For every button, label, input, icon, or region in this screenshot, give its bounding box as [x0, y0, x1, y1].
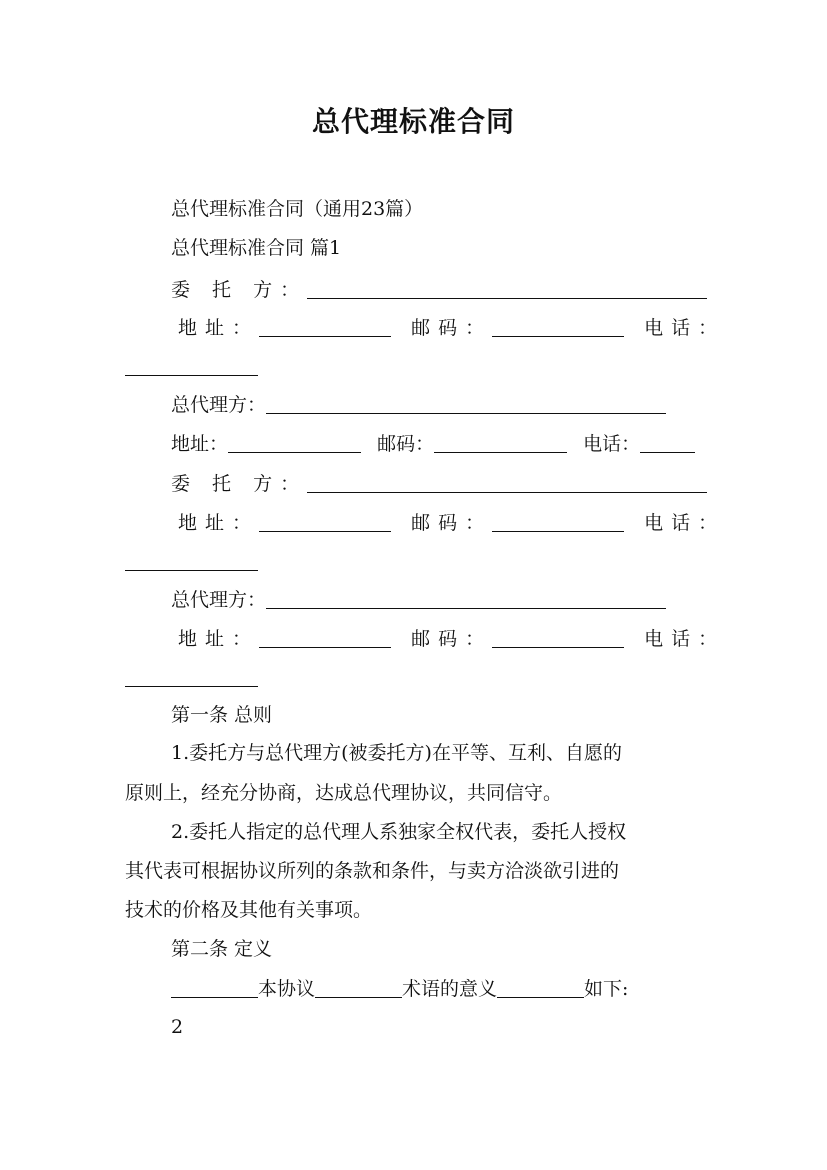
- tel-label: 电话：: [644, 628, 726, 650]
- address-blank: [259, 318, 391, 337]
- party-b-label: 总代理方：: [171, 589, 267, 611]
- article-1-title: 第一条 总则: [171, 704, 273, 726]
- party-b-address-row: [178, 629, 725, 649]
- party-a-row: [171, 280, 707, 300]
- address-label: 地址：: [178, 512, 260, 534]
- article-1-para-2-line-1: 2.委托人指定的总代理人系独家全权代表，委托人授权: [171, 821, 627, 843]
- address-blank: [259, 629, 391, 648]
- party-b-row: [171, 395, 666, 415]
- party-a-blank: [307, 280, 707, 299]
- party-a-address-row: [178, 513, 725, 533]
- tel-blank-row: [125, 357, 258, 377]
- address-label: 地址：: [178, 628, 260, 650]
- definition-text-1: 本协议: [258, 978, 316, 1000]
- blank: [171, 979, 258, 998]
- tel-blank: [125, 552, 258, 571]
- tel-blank: [640, 434, 695, 453]
- party-b-label: 总代理方：: [171, 394, 267, 416]
- article-2-definition-row: [171, 979, 628, 999]
- page-number: 2: [171, 1016, 184, 1038]
- section-heading: 总代理标准合同 篇1: [171, 237, 342, 259]
- zip-blank: [492, 318, 624, 337]
- blank: [315, 979, 402, 998]
- subtitle: 总代理标准合同（通用23篇）: [171, 198, 424, 220]
- zip-blank: [434, 434, 567, 453]
- document-title: 总代理标准合同: [311, 105, 515, 138]
- definition-text-2: 术语的意义: [402, 978, 498, 1000]
- party-a-label: 委 托 方：: [171, 473, 308, 495]
- article-1-para-1-line-2: 原则上，经充分协商，达成总代理协议，共同信守。: [125, 782, 563, 804]
- tel-blank-row: [125, 552, 258, 572]
- zip-label: 邮码：: [377, 433, 435, 455]
- zip-blank: [492, 629, 624, 648]
- tel-blank-row: [125, 668, 258, 688]
- party-b-blank: [266, 395, 666, 414]
- tel-blank: [125, 357, 258, 376]
- definition-text-3: 如下:: [584, 978, 629, 1000]
- blank: [497, 979, 584, 998]
- address-label: 地址：: [171, 433, 229, 455]
- zip-label: 邮码：: [411, 317, 493, 339]
- tel-blank: [125, 668, 258, 687]
- party-b-address-row: [171, 434, 695, 454]
- address-blank: [228, 434, 361, 453]
- party-a-label: 委 托 方：: [171, 279, 308, 301]
- article-2-title: 第二条 定义: [171, 938, 273, 960]
- zip-blank: [492, 513, 624, 532]
- article-1-para-2-line-3: 技术的价格及其他有关事项。: [125, 899, 373, 921]
- party-b-row: [171, 590, 666, 610]
- tel-label: 电话：: [644, 317, 726, 339]
- address-blank: [259, 513, 391, 532]
- zip-label: 邮码：: [411, 512, 493, 534]
- tel-label: 电话：: [583, 433, 641, 455]
- party-a-address-row: [178, 318, 725, 338]
- party-b-blank: [266, 590, 666, 609]
- article-1-para-2-line-2: 其代表可根据协议所列的条款和条件，与卖方洽淡欲引进的: [125, 860, 620, 882]
- party-a-row: [171, 474, 707, 494]
- zip-label: 邮码：: [411, 628, 493, 650]
- party-a-blank: [307, 474, 707, 493]
- address-label: 地址：: [178, 317, 260, 339]
- tel-label: 电话：: [644, 512, 726, 534]
- article-1-para-1-line-1: 1.委托方与总代理方(被委托方)在平等、互利、自愿的: [171, 742, 622, 764]
